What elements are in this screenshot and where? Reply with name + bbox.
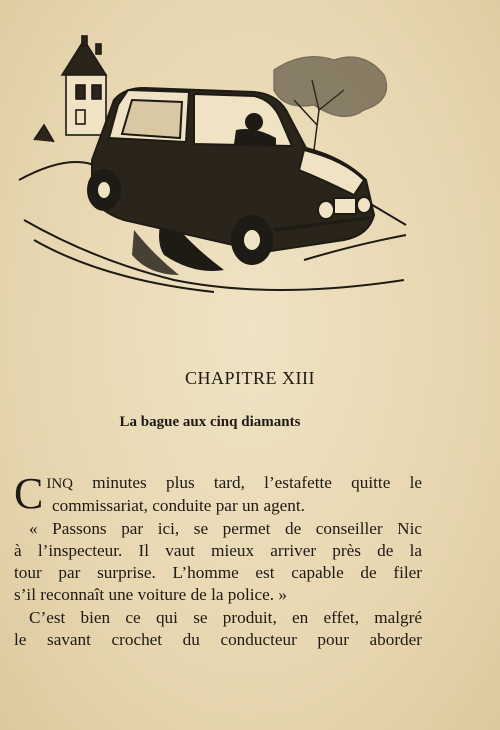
paragraph-2 <box>14 518 422 607</box>
text-line: INQ minutes plus tard, l’estafette quitte le <box>46 473 422 492</box>
paragraph-3 <box>14 607 422 652</box>
paragraph-1 <box>14 469 422 518</box>
body-text <box>14 469 422 651</box>
car-illustration <box>14 30 414 310</box>
text-line: C’est bien ce qui se produit, en effet, malgré <box>29 607 422 627</box>
first-word-smallcaps: INQ <box>46 476 74 492</box>
text-line: « Passons par ici, se permet de conseiller Nic <box>29 518 422 538</box>
text-line: commissariat, conduite par un agent. <box>52 496 305 516</box>
chapter-heading: CHAPITRE XIII <box>185 368 315 388</box>
chapter-title: La bague aux cinq diamants <box>119 414 301 430</box>
drop-cap: C <box>14 469 44 518</box>
text-line: s’il reconnaît une voiture de la police. » <box>14 585 287 605</box>
text-line: le savant crochet du conducteur pour aborder <box>14 630 422 650</box>
text-line: à l’inspecteur. Il vaut mieux arriver près de la <box>14 540 422 560</box>
text-line: tour par surprise. L’homme est capable de filer <box>14 563 422 583</box>
